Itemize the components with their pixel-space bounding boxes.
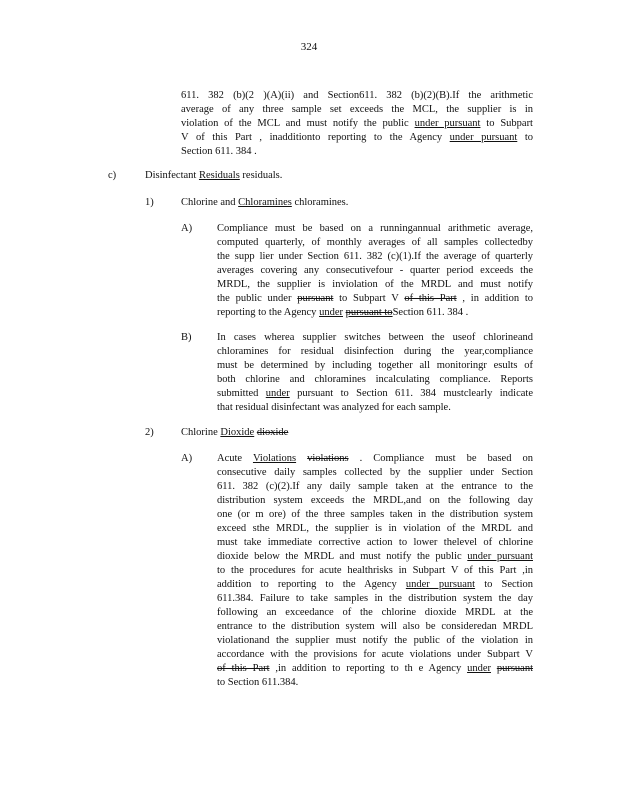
text-line: computed quarterly, of monthly averages of all samples collectedby xyxy=(217,237,533,248)
subitem-label: A) xyxy=(181,453,193,464)
text-line: chloramines for residual disinfection during the year,compliance xyxy=(217,346,533,357)
inserted-text: under pursuant xyxy=(467,551,533,562)
inserted-text: under xyxy=(265,388,290,399)
text-line: must be determined by including together all monitoringr esults of xyxy=(217,360,533,371)
inserted-text: Chloramines xyxy=(238,197,292,208)
text-line: to the procedures for acute healthrisks in Subpart V of this Part ,in xyxy=(217,565,533,576)
subitem-paragraph xyxy=(217,222,533,320)
text-line: accordance with the provisions for acute violations under Subpart V xyxy=(217,649,533,660)
text-line: Acute Violations violations . Compliance must be based on xyxy=(217,453,534,464)
text-line: consecutive daily samples collected by the supplier under Section xyxy=(217,467,533,478)
text-line: dioxide below the MRDL and must notify the public under pursuant xyxy=(217,551,533,562)
subitem-label: B) xyxy=(181,332,192,343)
text-line: addition to reporting to the Agency under pursuant to Section xyxy=(217,579,534,590)
deleted-text: violations xyxy=(307,453,349,464)
text-line: Compliance must be based on a runningannual arithmetic average, xyxy=(217,223,533,234)
inserted-text: Dioxide xyxy=(220,427,255,438)
text-line: average of any three sample set exceeds the MCL, the supplier is in xyxy=(181,104,533,115)
text-line: to Section 611.384. xyxy=(217,677,299,688)
intro-paragraph xyxy=(181,89,533,159)
deleted-text: of this Part xyxy=(404,293,457,304)
text-line: V of this Part , inadditionto reporting to the Agency under pursuant to xyxy=(181,132,533,143)
text-line: MRDL, the supplier is inviolation of the MRDL and must notify xyxy=(217,279,533,290)
item-label: 1) xyxy=(145,197,154,208)
text-line: violation of the MCL and must notify the public under pursuant to Subpart xyxy=(181,118,533,129)
text-line: exceed sthe MRDL, the supplier is in violation of the MRDL and xyxy=(217,523,533,534)
text-line: of this Part ,in addition to reporting to th e Agency under pursuant xyxy=(217,663,533,674)
inserted-text: under pursuant xyxy=(449,132,518,143)
inserted-text: Violations xyxy=(252,453,297,464)
text-line: both chlorine and chloramines incalculating compliance. Reports xyxy=(217,374,533,385)
text-line: 611. 382 (b)(2 )(A)(ii) and Section611. 382 (b)(2)(B).If the arithmetic xyxy=(181,90,533,101)
text-line: the supp lier under Section 611. 382 (c)(1).If the average of quarterly xyxy=(217,251,533,262)
text-line: 611. 382 (c)(2).If any daily sample taken at the entrance to the xyxy=(217,481,533,492)
page-number: 324 xyxy=(300,41,318,53)
text-line: the public under pursuant to Subpart V of this Part , in addition to xyxy=(217,293,533,304)
text-line: submitted under pursuant to Section 611. 384 mustclearly indicate xyxy=(217,388,533,399)
text-line: In cases wherea supplier switches between the useof chlorineand xyxy=(217,332,533,343)
item-heading: Chlorine Dioxide dioxide xyxy=(181,427,289,438)
text-line: Section 611. 384 . xyxy=(181,146,257,157)
section-label: c) xyxy=(108,170,117,181)
deleted-text: pursuant to xyxy=(345,307,393,318)
deleted-text: pursuant xyxy=(297,293,334,304)
text-line: distribution system exceeds the MRDL,and on the following day xyxy=(217,495,533,506)
text-line: following an exceedance of the chlorine dioxide MRDL at the xyxy=(217,607,533,618)
item-heading: Chlorine and Chloramines chloramines. xyxy=(181,197,349,208)
text-line: must take immediate corrective action to lower thelevel of chlorine xyxy=(217,537,533,548)
section-heading: Disinfectant Residuals residuals. xyxy=(145,170,283,181)
deleted-text: dioxide xyxy=(256,427,289,438)
subitem-label: A) xyxy=(181,223,193,234)
text-line: averages covering any consecutivefour - quarter period exceeds the xyxy=(217,265,533,276)
text-line: that residual disinfectant was analyzed for each sample. xyxy=(217,402,451,413)
text-line: entrance to the distribution system will also be consideredan MRDL xyxy=(217,621,533,632)
text-line: violationand the supplier must notify the public of the violation in xyxy=(217,635,533,646)
inserted-text: under xyxy=(467,663,491,674)
item-label: 2) xyxy=(145,427,154,438)
deleted-text: pursuant xyxy=(496,663,533,674)
inserted-text: under pursuant xyxy=(405,579,476,590)
subitem-paragraph xyxy=(217,331,533,415)
text-line: one (or m ore) of the three samples taken in the distribution system xyxy=(217,509,533,520)
inserted-text: Residuals xyxy=(198,170,240,181)
deleted-text: of this Part xyxy=(217,663,270,674)
subitem-paragraph xyxy=(217,452,533,690)
inserted-text: under pursuant xyxy=(414,118,481,129)
inserted-text: under xyxy=(319,307,343,318)
text-line: reporting to the Agency under pursuant toSection 611. 384 . xyxy=(217,307,469,318)
text-line: 611.384. Failure to take samples in the distribution system the day xyxy=(217,593,533,604)
